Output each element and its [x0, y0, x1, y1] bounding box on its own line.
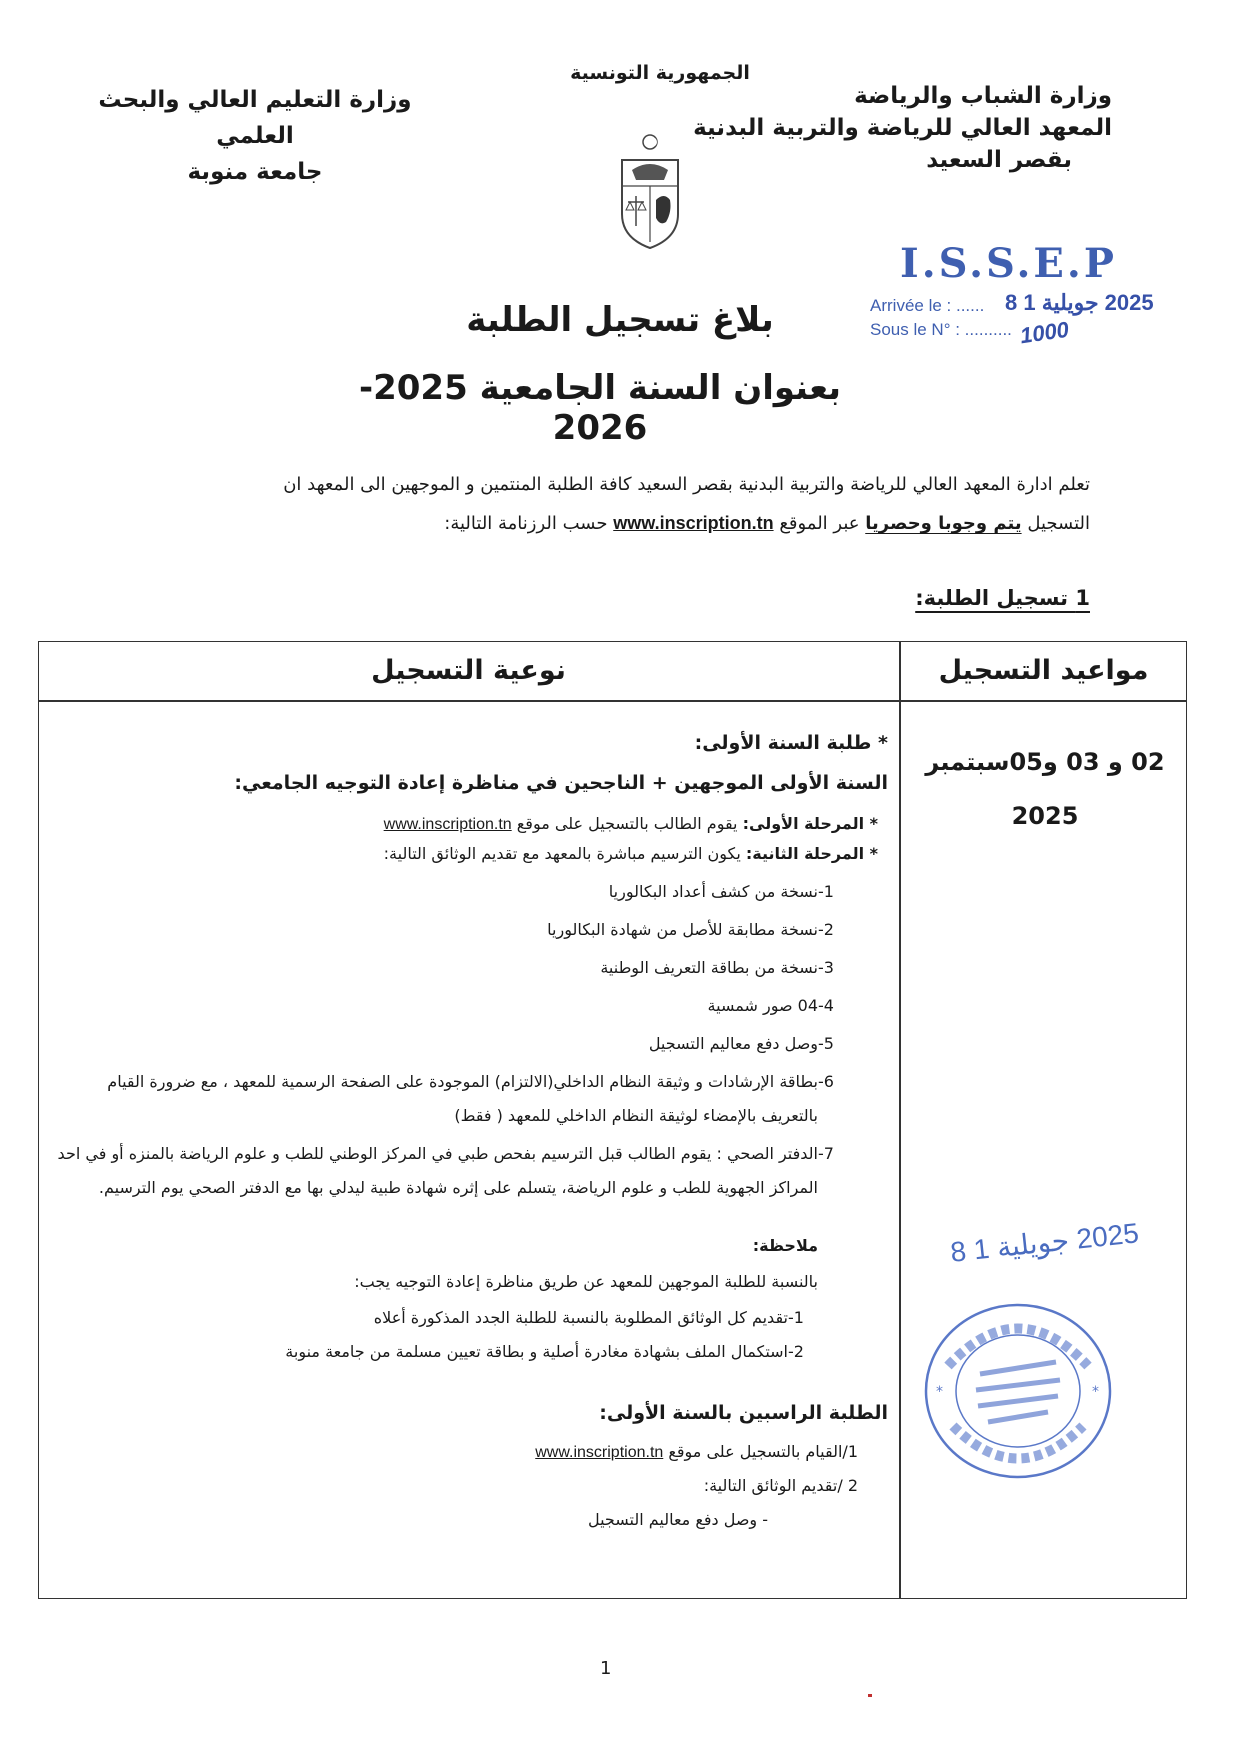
issep-arrival-stamp: [870, 240, 1170, 370]
doc-item-5: [649, 1034, 848, 1053]
university-name: جامعة منوبة: [187, 159, 323, 185]
header-ministry-youth: [692, 80, 1112, 176]
ministry-higher-ed-name: وزارة التعليم العالي والبحث العلمي: [98, 87, 412, 149]
dates-year: 2025: [1011, 802, 1079, 830]
svg-text:*: *: [1092, 1384, 1099, 1400]
note-item-2: [285, 1342, 818, 1361]
red-mark: [868, 1694, 872, 1697]
stamp-number-label: Sous le N° : ..........: [870, 320, 1012, 339]
stamp-number-value: 1000: [1018, 316, 1071, 349]
table-header-dates: مواعيد التسجيل: [938, 655, 1149, 686]
intro-via-site: عبر الموقع: [779, 513, 860, 534]
doc-item-2: [547, 920, 848, 939]
doc-item-number: 6-: [818, 1072, 834, 1091]
doc-item-7: [58, 1144, 848, 1163]
phase2-text: يكون الترسيم مباشرة بالمعهد مع تقديم الوثائق التالية:: [383, 844, 741, 863]
doc-item-text: 04 صور شمسية: [707, 996, 818, 1015]
repeat-step-1: [535, 1442, 858, 1462]
intro-calendar-text: حسب الرزنامة التالية:: [444, 513, 608, 534]
doc-item-number: 2-: [818, 920, 834, 939]
institute-location: بقصر السعيد: [926, 147, 1072, 173]
note-item-number: 1-: [788, 1308, 804, 1327]
note-item-text: تقديم كل الوثائق المطلوبة بالنسبة للطلبة الجدد المذكورة أعلاه: [373, 1308, 788, 1327]
doc-item-text: بطاقة الإرشادات و وثيقة النظام الداخلي(الالتزام) الموجودة على الصفحة الرسمية للمعهد ، مع ضرورة القيام: [107, 1072, 818, 1091]
note-item-text: استكمال الملف بشهادة مغادرة أصلية و بطاقة تعيين مسلمة من جامعة منوبة: [285, 1342, 788, 1361]
intro-site-link[interactable]: www.inscription.tn: [613, 513, 774, 533]
stamp-arrival-date: 2025 جويلية 1 8: [1005, 290, 1154, 315]
note-item-number: 2-: [788, 1342, 804, 1361]
intro-mandatory-text: يتم وجوبا وحصريا: [865, 513, 1022, 534]
doc-item-7-continued: المراكز الجهوية للطب و علوم الرياضة، يتسلم على إثره شهادة طبية ليدلي بها مع الدفتر الصحي يوم الترسيم.: [98, 1178, 818, 1197]
doc-item-3: [600, 958, 848, 977]
repeat-students-heading: الطلبة الراسبين بالسنة الأولى:: [599, 1402, 888, 1424]
intro-registration-word: التسجيل: [1027, 513, 1090, 534]
registration-dates: [910, 735, 1180, 843]
repeat-step-1-text: 1/القيام بالتسجيل على موقع: [668, 1442, 858, 1461]
official-round-stamp-icon: [918, 1296, 1118, 1486]
doc-item-6: [107, 1072, 848, 1091]
doc-item-text: نسخة من بطاقة التعريف الوطنية: [600, 958, 818, 977]
table-header-type: نوعية التسجيل: [371, 655, 566, 686]
doc-item-4: [708, 996, 848, 1015]
phase1-text: يقوم الطالب بالتسجيل على موقع: [516, 814, 738, 833]
stamp-institution-code: I.S.S.E.P: [900, 240, 1117, 287]
first-year-heading: * طلبة السنة الأولى:: [694, 732, 888, 754]
doc-item-6-continued: بالتعريف بالإمضاء لوثيقة النظام الداخلي للمعهد ( فقط): [454, 1106, 818, 1125]
phase1-line: [384, 814, 878, 834]
doc-item-number: 3-: [818, 958, 834, 977]
phase2-line: [384, 844, 878, 863]
intro-line-1: تعلم ادارة المعهد العالي للرياضة والتربية البدنية بقصر السعيد كافة الطلبة المنتمين و الموجهين الى المعهد ان: [283, 474, 1090, 495]
received-date-stamp: 2025 جويلية 1 8: [948, 1217, 1141, 1268]
repeat-step-2: 2 /تقديم الوثائق التالية:: [703, 1476, 858, 1495]
page-number: 1: [600, 1658, 612, 1679]
tunisia-coat-of-arms-icon: [614, 130, 686, 254]
section-heading-registration: 1 تسجيل الطلبة:: [915, 586, 1090, 610]
note-intro: بالنسبة للطلبة الموجهين للمعهد عن طريق مناظرة إعادة التوجيه يجب:: [354, 1272, 818, 1291]
table-header-divider: [38, 700, 1187, 702]
repeat-step-3: - وصل دفع معاليم التسجيل: [587, 1510, 768, 1529]
svg-text:*: *: [936, 1384, 943, 1400]
note-title: ملاحظة:: [752, 1236, 818, 1255]
header-ministry-higher-ed: [70, 82, 440, 190]
republic-title: الجمهورية التونسية: [570, 62, 750, 84]
note-item-1: [374, 1308, 818, 1327]
phase1-site-link[interactable]: www.inscription.tn: [383, 816, 512, 833]
repeat-site-link[interactable]: www.inscription.tn: [535, 1444, 664, 1461]
intro-paragraph: [130, 466, 1090, 543]
doc-item-1: [609, 882, 848, 901]
page-subtitle: بعنوان السنة الجامعية 2025-2026: [358, 368, 842, 448]
institute-name: المعهد العالي للرياضة والتربية البدنية: [693, 115, 1112, 141]
doc-item-number: 4-: [818, 996, 834, 1015]
page-title: بلاغ تسجيل الطلبة: [466, 300, 774, 340]
table-column-divider: [899, 641, 901, 1599]
doc-item-text: وصل دفع معاليم التسجيل: [648, 1034, 818, 1053]
phase1-label: * المرحلة الأولى:: [742, 814, 878, 833]
intro-line-2: [130, 504, 1090, 543]
doc-item-text: نسخة من كشف أعداد البكالوريا: [608, 882, 818, 901]
dates-days: 02 و 03 و05سبتمبر: [925, 748, 1165, 776]
doc-item-number: 7-: [818, 1144, 834, 1163]
doc-item-number: 1-: [818, 882, 834, 901]
phase2-label: * المرحلة الثانية:: [745, 844, 878, 863]
first-year-subheading: السنة الأولى الموجهين + الناجحين في مناظرة إعادة التوجيه الجامعي:: [234, 772, 888, 794]
ministry-youth-name: وزارة الشباب والرياضة: [854, 83, 1112, 109]
doc-item-text: نسخة مطابقة للأصل من شهادة البكالوريا: [547, 920, 818, 939]
doc-item-number: 5-: [818, 1034, 834, 1053]
doc-item-text: الدفتر الصحي : يقوم الطالب قبل الترسيم بفحص طبي في المركز الوطني للطب و علوم الرياضة بالمنزه أو في احد: [57, 1144, 818, 1163]
stamp-arrival-label: Arrivée le : ......: [870, 296, 985, 315]
